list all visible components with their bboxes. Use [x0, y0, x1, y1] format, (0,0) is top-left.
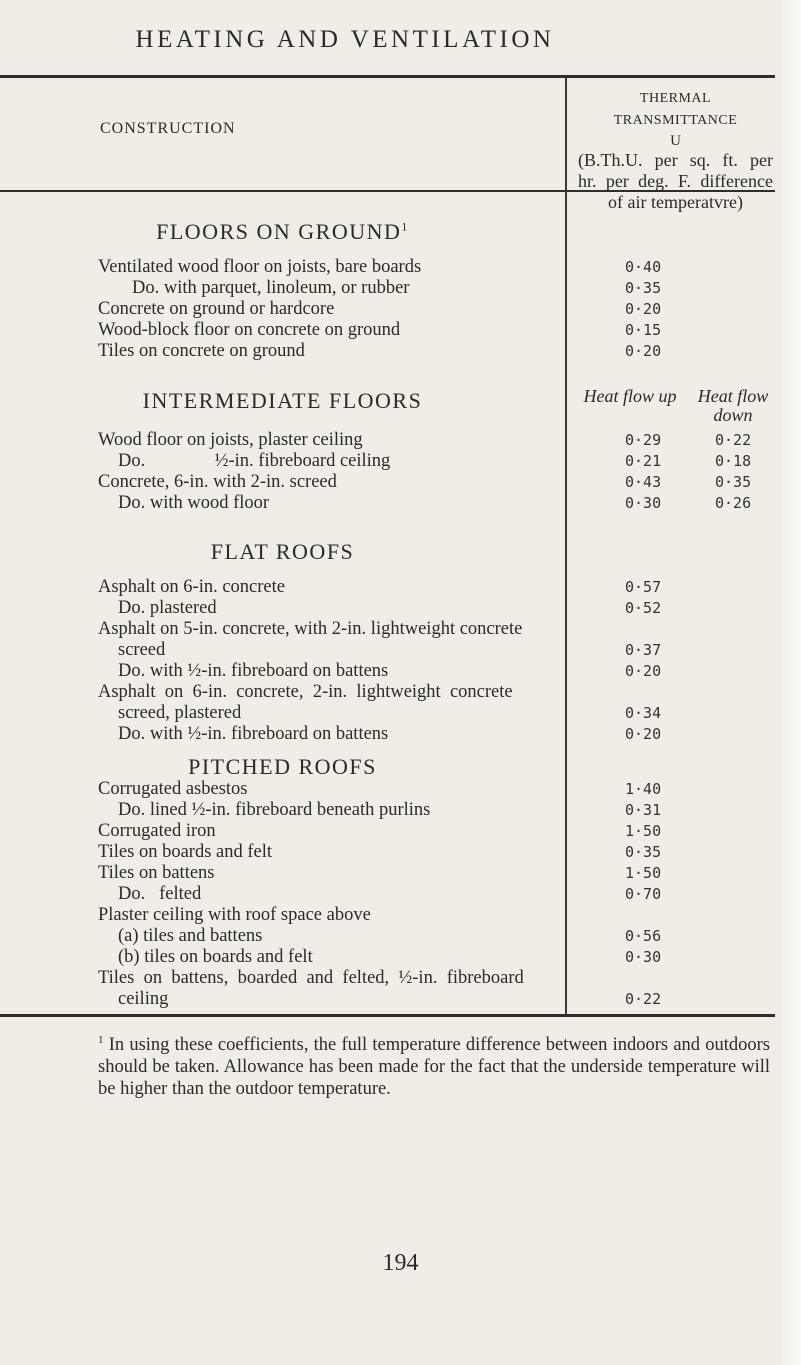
table-row: Tiles on boards and felt	[98, 842, 273, 862]
table-row: Do. felted	[118, 884, 202, 904]
table-row: Do. lined ½-in. fibreboard beneath purlins	[118, 800, 431, 820]
u-value-down: 0·22	[715, 431, 752, 449]
table-row-continuation: screed, plastered	[118, 703, 242, 723]
section-flat-roofs: FLAT ROOFS	[210, 539, 355, 564]
table-row: Asphalt on 5-in. concrete, with 2-in. lightweight concrete	[98, 619, 523, 639]
table-row-continuation: screed	[118, 640, 166, 660]
u-value: 0·35	[625, 279, 662, 297]
transmittance-column-header	[578, 88, 773, 213]
table-row: Concrete on ground or hardcore	[98, 299, 335, 319]
transmittance-units-line2: hr. per deg. F. difference	[578, 171, 773, 191]
u-value-up: 0·29	[625, 431, 662, 449]
table-row: Wood floor on joists, plaster ceiling	[98, 430, 363, 450]
footnote-mark: 1	[98, 1034, 104, 1046]
table-row: Plaster ceiling with roof space above	[98, 905, 371, 925]
u-value: 0·57	[625, 578, 662, 596]
transmittance-units-line3: of air temperatvre)	[608, 192, 743, 212]
table-row: Do. plastered	[118, 598, 217, 618]
table-row: Wood-block floor on concrete on ground	[98, 320, 401, 340]
table-row: Do. with parquet, linoleum, or rubber	[132, 278, 410, 298]
u-value: 0·34	[625, 704, 662, 722]
table-row: Do. with ½-in. fibreboard on battens	[118, 661, 389, 681]
table-row: Corrugated asbestos	[98, 779, 248, 799]
table-row: Ventilated wood floor on joists, bare boards	[98, 257, 422, 277]
footnote-reference: 1	[401, 219, 409, 234]
u-value-down: 0·18	[715, 452, 752, 470]
u-value: 0·20	[625, 300, 662, 318]
section-intermediate-floors: INTERMEDIATE FLOORS	[142, 388, 423, 413]
table-row: Tiles on battens, boarded and felted, ½-in. fibreboard	[98, 968, 524, 988]
u-value-up: 0·21	[625, 452, 662, 470]
table-row: Tiles on concrete on ground	[98, 341, 305, 361]
table-row-continuation: ceiling	[118, 989, 169, 1009]
u-value: 0·30	[625, 948, 662, 966]
page-edge	[779, 0, 801, 1365]
u-value: 0·56	[625, 927, 662, 945]
u-value: 0·52	[625, 599, 662, 617]
u-value-down: 0·26	[715, 494, 752, 512]
u-value: 0·20	[625, 342, 662, 360]
u-value: 0·31	[625, 801, 662, 819]
u-value: 0·22	[625, 990, 662, 1008]
table-row: Do. with wood floor	[118, 493, 270, 513]
running-head: HEATING AND VENTILATION	[135, 26, 555, 53]
u-value: 0·15	[625, 321, 662, 339]
u-value-up: 0·30	[625, 494, 662, 512]
footnote	[98, 1029, 770, 1100]
page-number: 194	[382, 1250, 419, 1276]
table-bottom-rule	[0, 1014, 775, 1017]
u-value: 1·50	[625, 822, 662, 840]
section-pitched-roofs: PITCHED ROOFS	[188, 754, 377, 779]
heat-flow-up-header: Heat flow up	[583, 386, 677, 406]
transmittance-symbol: U	[670, 133, 681, 149]
u-value: 1·50	[625, 864, 662, 882]
u-value-down: 0·35	[715, 473, 752, 491]
table-top-rule	[0, 75, 775, 78]
section-floors-on-ground	[0, 219, 565, 245]
u-value-up: 0·43	[625, 473, 662, 491]
table-row: Do. ½-in. fibreboard ceiling	[118, 451, 391, 471]
table-row: Concrete, 6-in. with 2-in. screed	[98, 472, 337, 492]
footnote-text: In using these coefficients, the full temperature difference between indoors and outdoors should be taken. Allowance has been made for the fact that the underside temperature will be higher than the outdoor temperature.	[98, 1035, 770, 1100]
table-row: Asphalt on 6-in. concrete, 2-in. lightweight concrete	[98, 682, 513, 702]
construction-column-header: CONSTRUCTION	[100, 120, 236, 137]
table-row: (b) tiles on boards and felt	[118, 947, 313, 967]
table-row: Asphalt on 6-in. concrete	[98, 577, 285, 597]
table-row: (a) tiles and battens	[118, 926, 263, 946]
transmittance-title: THERMAL TRANSMITTANCE	[613, 91, 738, 128]
table-row: Do. with ½-in. fibreboard on battens	[118, 724, 389, 744]
section-title: FLOORS ON GROUND	[156, 219, 402, 244]
table-row: Corrugated iron	[98, 821, 216, 841]
u-value: 0·20	[625, 662, 662, 680]
transmittance-units-line1: (B.Th.U. per sq. ft. per	[578, 150, 773, 170]
table-row: Tiles on battens	[98, 863, 215, 883]
heat-flow-down-header: Heat flow down	[697, 386, 769, 425]
u-value: 0·40	[625, 258, 662, 276]
u-value: 0·20	[625, 725, 662, 743]
u-value: 0·37	[625, 641, 662, 659]
u-value: 0·70	[625, 885, 662, 903]
u-value: 1·40	[625, 780, 662, 798]
u-value: 0·35	[625, 843, 662, 861]
